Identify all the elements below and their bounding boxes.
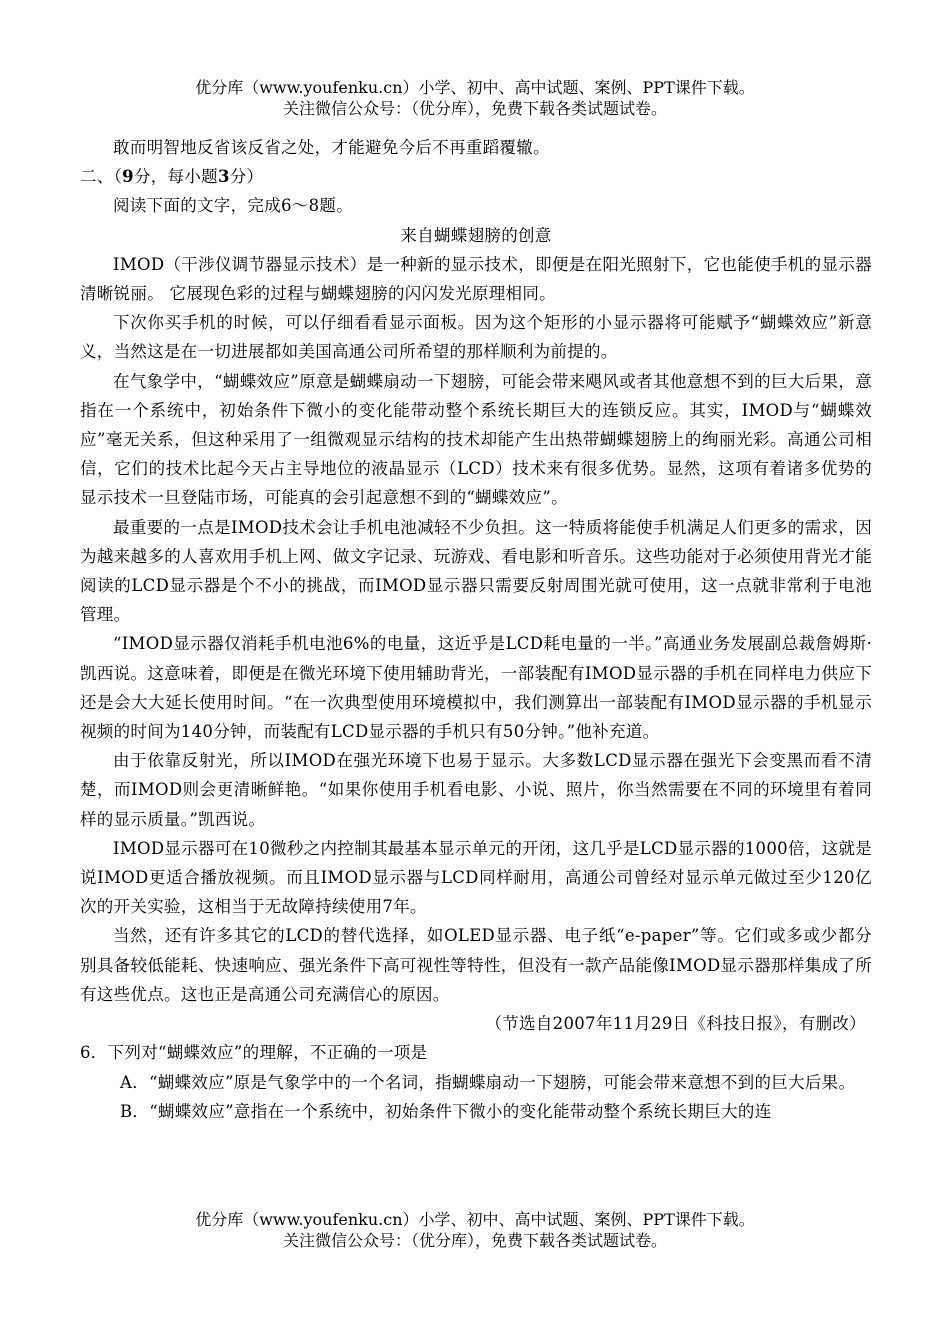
- carryover-text: 敢而明智地反省该反省之处，才能避免今后不再重蹈覆辙。: [113, 138, 550, 157]
- option-b: B．“蝴蝶效应”意指在一个系统中，初始条件下微小的变化能带动整个系统长期巨大的连: [120, 1101, 772, 1121]
- reading-instruction: 阅读下面的文字，完成6～8题。: [113, 196, 353, 216]
- article-paragraph: 下次你买手机的时候，可以仔细看看显示面板。因为这个矩形的小显示器将可能赋予“蝴蝶效应”新意义，当然这是在一切进展都如美国高通公司所希望的那样顺利为前提的。: [80, 313, 872, 362]
- header-line-1: 优分库（www.youfenku.cn）小学、初中、高中试题、案例、PPT课件下载。: [195, 78, 755, 97]
- article-paragraph: 当然，还有许多其它的LCD的替代选择，如OLED显示器、电子纸“e-paper”等。它们或多或少都分别具备较低能耗、快速响应、强光条件下高可视性等特性，但没有一款产品能像IMOD显示器那样集成了所有这些优点。这也正是高通公司充满信心的原因。: [80, 926, 872, 1004]
- page-footer: [0, 1209, 950, 1251]
- question-6: 6．下列对“蝴蝶效应”的理解，不正确的一项是: [80, 1043, 428, 1063]
- document-body: [80, 133, 872, 1126]
- article-paragraph: 在气象学中，“蝴蝶效应”原意是蝴蝶扇动一下翅膀，可能会带来飓风或者其他意想不到的巨大后果，意指在一个系统中，初始条件下微小的变化能带动整个系统长期巨大的连锁反应。其实，IMOD与“蝴蝶效应”毫无关系，但这种采用了一组微观显示结构的技术却能产生出热带蝴蝶翅膀上的绚丽光彩。高通公司相信，它们的技术比起今天占主导地位的液晶显示（LCD）技术来有很多优势。显然，这项有着诸多优势的显示技术一旦登陆市场，可能真的会引起意想不到的“蝴蝶效应”。: [80, 371, 872, 508]
- footer-line-2: 关注微信公众号：（优分库），免费下载各类试题试卷。: [282, 1231, 667, 1250]
- article-title: 来自蝴蝶翅膀的创意: [400, 225, 552, 245]
- article-paragraph: 最重要的一点是IMOD技术会让手机电池减轻不少负担。这一特质将能使手机满足人们更多的需求，因为越来越多的人喜欢用手机上网、做文字记录、玩游戏、看电影和听音乐。这些功能对于必须使用背光才能阅读的LCD显示器是个不小的挑战，而IMOD显示器只需要反射周围光就可使用，这一点就非常利于电池管理。: [80, 517, 872, 625]
- header-line-2: 关注微信公众号：（优分库），免费下载各类试题试卷。: [282, 99, 667, 118]
- article-paragraph: 由于依靠反射光，所以IMOD在强光环境下也易于显示。大多数LCD显示器在强光下会变黑而看不清楚，而IMOD则会更清晰鲜艳。“如果你使用手机看电影、小说、照片，你当然需要在不同的环境里有着同样的显示质量。”凯西说。: [80, 751, 872, 829]
- page-header: [0, 77, 950, 119]
- option-a: A．“蝴蝶效应”原是气象学中的一个名词，指蝴蝶扇动一下翅膀，可能会带来意想不到的巨大后果。: [120, 1072, 856, 1092]
- article-paragraph: IMOD（干涉仪调节器显示技术）是一种新的显示技术，即便是在阳光照射下，它也能使手机的显示器清晰锐丽。 它展现色彩的过程与蝴蝶翅膀的闪闪发光原理相同。: [80, 254, 872, 304]
- section-heading: 二、（9分，每小题3分）: [80, 167, 264, 187]
- article-source: （节选自2007年11月29日《科技日报》，有删改）: [485, 1014, 866, 1034]
- article-paragraph: “IMOD显示器仅消耗手机电池6%的电量，这近乎是LCD耗电量的一半。”高通业务发展副总裁詹姆斯·凯西说。这意味着，即便是在微光环境下使用辅助背光，一部装配有IMOD显示器的手机在同样电力供应下还是会大大延长使用时间。“在一次典型使用环境模拟中，我们测算出一部装配有IMOD显示器的手机显示视频的时间为140分钟，而装配有LCD显示器的手机只有50分钟。”他补充道。: [80, 634, 872, 742]
- article-paragraph: IMOD显示器可在10微秒之内控制其最基本显示单元的开闭，这几乎是LCD显示器的1000倍，这就是说IMOD更适合播放视频。而且IMOD显示器与LCD同样耐用，高通公司曾经对显示单元做过至少120亿次的开关实验，这相当于无故障持续使用7年。: [80, 838, 872, 917]
- footer-line-1: 优分库（www.youfenku.cn）小学、初中、高中试题、案例、PPT课件下载。: [195, 1210, 755, 1229]
